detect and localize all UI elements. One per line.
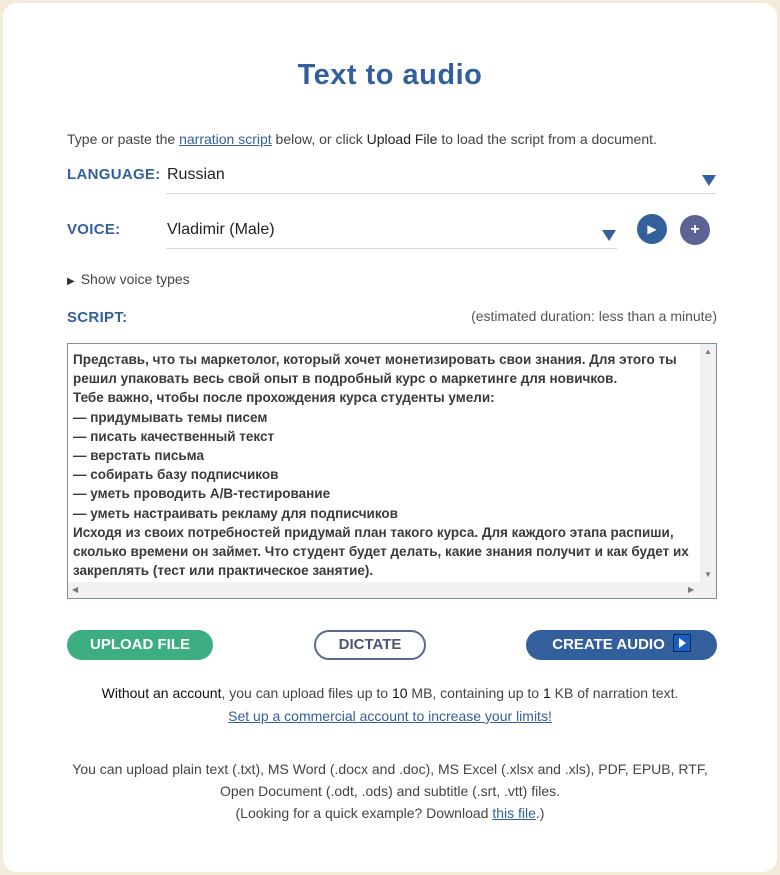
plus-icon: + (690, 221, 700, 238)
vertical-scrollbar[interactable] (700, 344, 716, 582)
voice-value: Vladimir (Male) (167, 221, 275, 238)
language-label: LANGUAGE: (67, 166, 161, 183)
intro-middle: below, or click (271, 131, 367, 147)
estimated-duration: (estimated duration: less than a minute) (471, 308, 717, 324)
create-audio-label: CREATE AUDIO (552, 636, 665, 653)
formats-line1: You can upload plain text (.txt), MS Word (.docx and .doc), MS Excel (.xlsx and .xls), PDF, EPUB, RTF, (72, 761, 708, 777)
horizontal-scrollbar[interactable] (68, 582, 700, 598)
limits-link-row (3, 708, 777, 724)
play-voice-button[interactable] (637, 214, 667, 244)
dictate-button[interactable]: DICTATE (314, 630, 426, 660)
scroll-down-icon[interactable]: ▼ (704, 570, 712, 579)
main-card (3, 3, 777, 872)
intro-before: Type or paste the (67, 131, 180, 147)
caret-right-icon: ▶ (67, 276, 75, 287)
chevron-down-icon[interactable] (602, 230, 616, 241)
scroll-up-icon[interactable]: ▲ (704, 347, 712, 356)
limits-bold1: Without an account (101, 685, 222, 701)
limits-text2: MB, containing up to (407, 685, 543, 701)
formats-line3-before: (Looking for a quick example? Download (235, 805, 493, 821)
scroll-left-icon[interactable]: ◀ (72, 585, 79, 594)
show-voice-types-toggle[interactable] (67, 271, 190, 287)
show-voice-types-label: Show voice types (80, 271, 190, 287)
page-title: Text to audio (297, 59, 483, 91)
play-icon (673, 634, 691, 652)
script-text[interactable]: Представь, что ты маркетолог, который хочет монетизировать свои знания. Для этого ты решил упаковать весь свой опыт в подробный курс о маркетинге для новичков. Тебе важно, чтобы после прохождения курса студенты умели: — придумывать темы писем — писать качественный текст — верстать письма — собирать базу подписчиков — уметь проводить A/B-тестирование — уметь настраивать рекламу для подписчиков Исходя из своих потребностей придумай план такого курса. Для каждого этапа распиши, сколько времени он займет. Что студент будет делать, какие знания получит и как будет их закреплять (тест или практическое занятие). (73, 352, 689, 579)
formats-line3 (3, 805, 777, 821)
voice-label: VOICE: (67, 221, 121, 238)
limits-text1: , you can upload files up to (221, 685, 392, 701)
limits-bold3: 1 (542, 685, 551, 701)
language-select[interactable] (166, 163, 717, 194)
intro-upload-file: Upload File (366, 131, 438, 147)
commercial-account-link[interactable]: Set up a commercial account to increase your limits! (228, 708, 552, 724)
resize-handle[interactable] (700, 582, 716, 598)
intro-text (67, 131, 657, 147)
formats-line3-after: .) (535, 805, 545, 821)
intro-after: to load the script from a document. (437, 131, 657, 147)
limits-text3: KB of narration text. (550, 685, 679, 701)
narration-script-link[interactable]: narration script (179, 131, 272, 147)
script-label: SCRIPT: (67, 309, 128, 326)
chevron-down-icon[interactable] (702, 175, 716, 186)
create-audio-button[interactable] (526, 630, 717, 660)
add-voice-button[interactable] (680, 215, 710, 245)
scroll-right-icon[interactable]: ▶ (688, 585, 695, 594)
play-icon: ▶ (647, 222, 657, 236)
upload-file-button[interactable]: UPLOAD FILE (67, 630, 213, 660)
example-file-link[interactable]: this file (492, 805, 536, 821)
language-value: Russian (167, 166, 225, 183)
limits-text (3, 685, 777, 701)
script-textarea[interactable] (67, 343, 717, 599)
limits-bold2: 10 (391, 685, 408, 701)
formats-line2: Open Document (.odt, .ods) and subtitle (.srt, .vtt) files. (219, 783, 561, 799)
